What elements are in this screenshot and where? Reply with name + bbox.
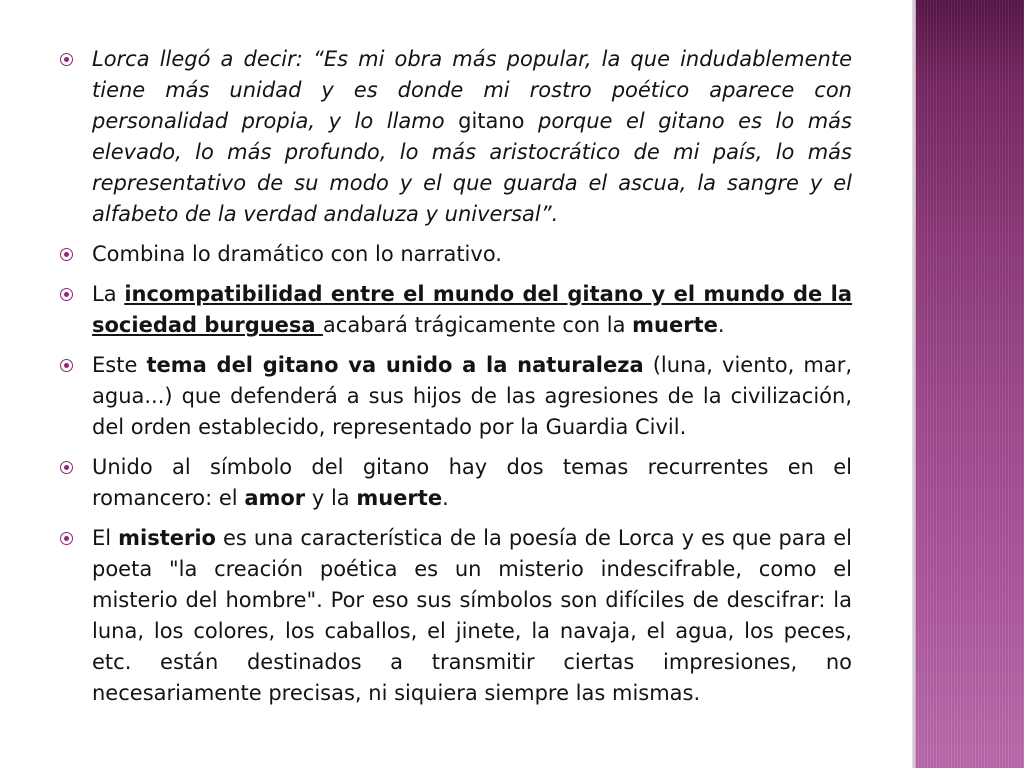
list-item xyxy=(60,523,852,709)
item-text: Unido al símbolo del gitano hay dos temas recurrentes en el romancero: el xyxy=(92,455,852,510)
item-text-bold-underline: incompatibilidad entre el mundo del gitano y el mundo de la sociedad burguesa xyxy=(92,282,853,337)
item-text: porque el gitano es lo más elevado, lo más profundo, lo más aristocrático de mi país, lo más representativo de su modo y el que guarda el ascua, la sangre y el alfabeto de la verdad andaluza y universal”. xyxy=(92,109,852,226)
item-text-bold: misterio xyxy=(118,526,216,550)
item-text-bold: tema del gitano va unido a la naturaleza xyxy=(146,353,644,377)
list-item xyxy=(60,452,852,514)
item-text: es una característica de la poesía de Lorca y es que para el poeta "la creación poética es un misterio indescifrable, como el misterio del hombre". Por eso sus símbolos son difíciles de descifrar: la luna, los colores, los caballos, el jinete, la navaja, el agua, los peces, etc. están destinados a transmitir ciertas impresiones, no necesariamente precisas, ni siquiera siempre las mismas. xyxy=(92,526,853,705)
item-text: El xyxy=(92,526,119,550)
item-text: y la xyxy=(305,486,357,510)
item-text: . xyxy=(442,486,449,510)
item-text-bold: amor xyxy=(244,486,306,510)
item-text: Este xyxy=(92,353,147,377)
list-item xyxy=(60,239,852,270)
circle-dot-icon xyxy=(60,53,73,66)
item-text: . xyxy=(717,313,725,337)
circle-dot-icon xyxy=(60,532,73,545)
circle-dot-icon xyxy=(60,288,73,301)
circle-dot-icon xyxy=(60,248,73,261)
list-item xyxy=(60,279,852,341)
list-item xyxy=(60,350,852,443)
bullet-list xyxy=(60,44,852,718)
list-item xyxy=(60,44,852,230)
circle-dot-icon xyxy=(60,461,73,474)
item-text: (luna, viento, mar, agua...) que defenderá a sus hijos de las agresiones de la civilización, del orden establecido, representado por la Guardia Civil. xyxy=(92,353,852,439)
item-text-bold: muerte xyxy=(356,486,443,510)
decorative-sidebar xyxy=(912,0,1024,768)
item-text: Lorca llegó a decir: “Es mi obra más popular, la que indudablemente tiene más unidad y es donde mi rostro poético aparece con personalidad propia, y lo llamo xyxy=(92,47,852,133)
item-text: gitano xyxy=(458,109,525,133)
item-text-bold: muerte xyxy=(632,313,718,337)
item-text: La xyxy=(92,282,125,306)
sidebar-edge xyxy=(912,0,916,768)
circle-dot-icon xyxy=(60,359,73,372)
item-text: Combina lo dramático con lo narrativo. xyxy=(92,242,502,266)
item-text: acabará trágicamente con la xyxy=(322,313,633,337)
